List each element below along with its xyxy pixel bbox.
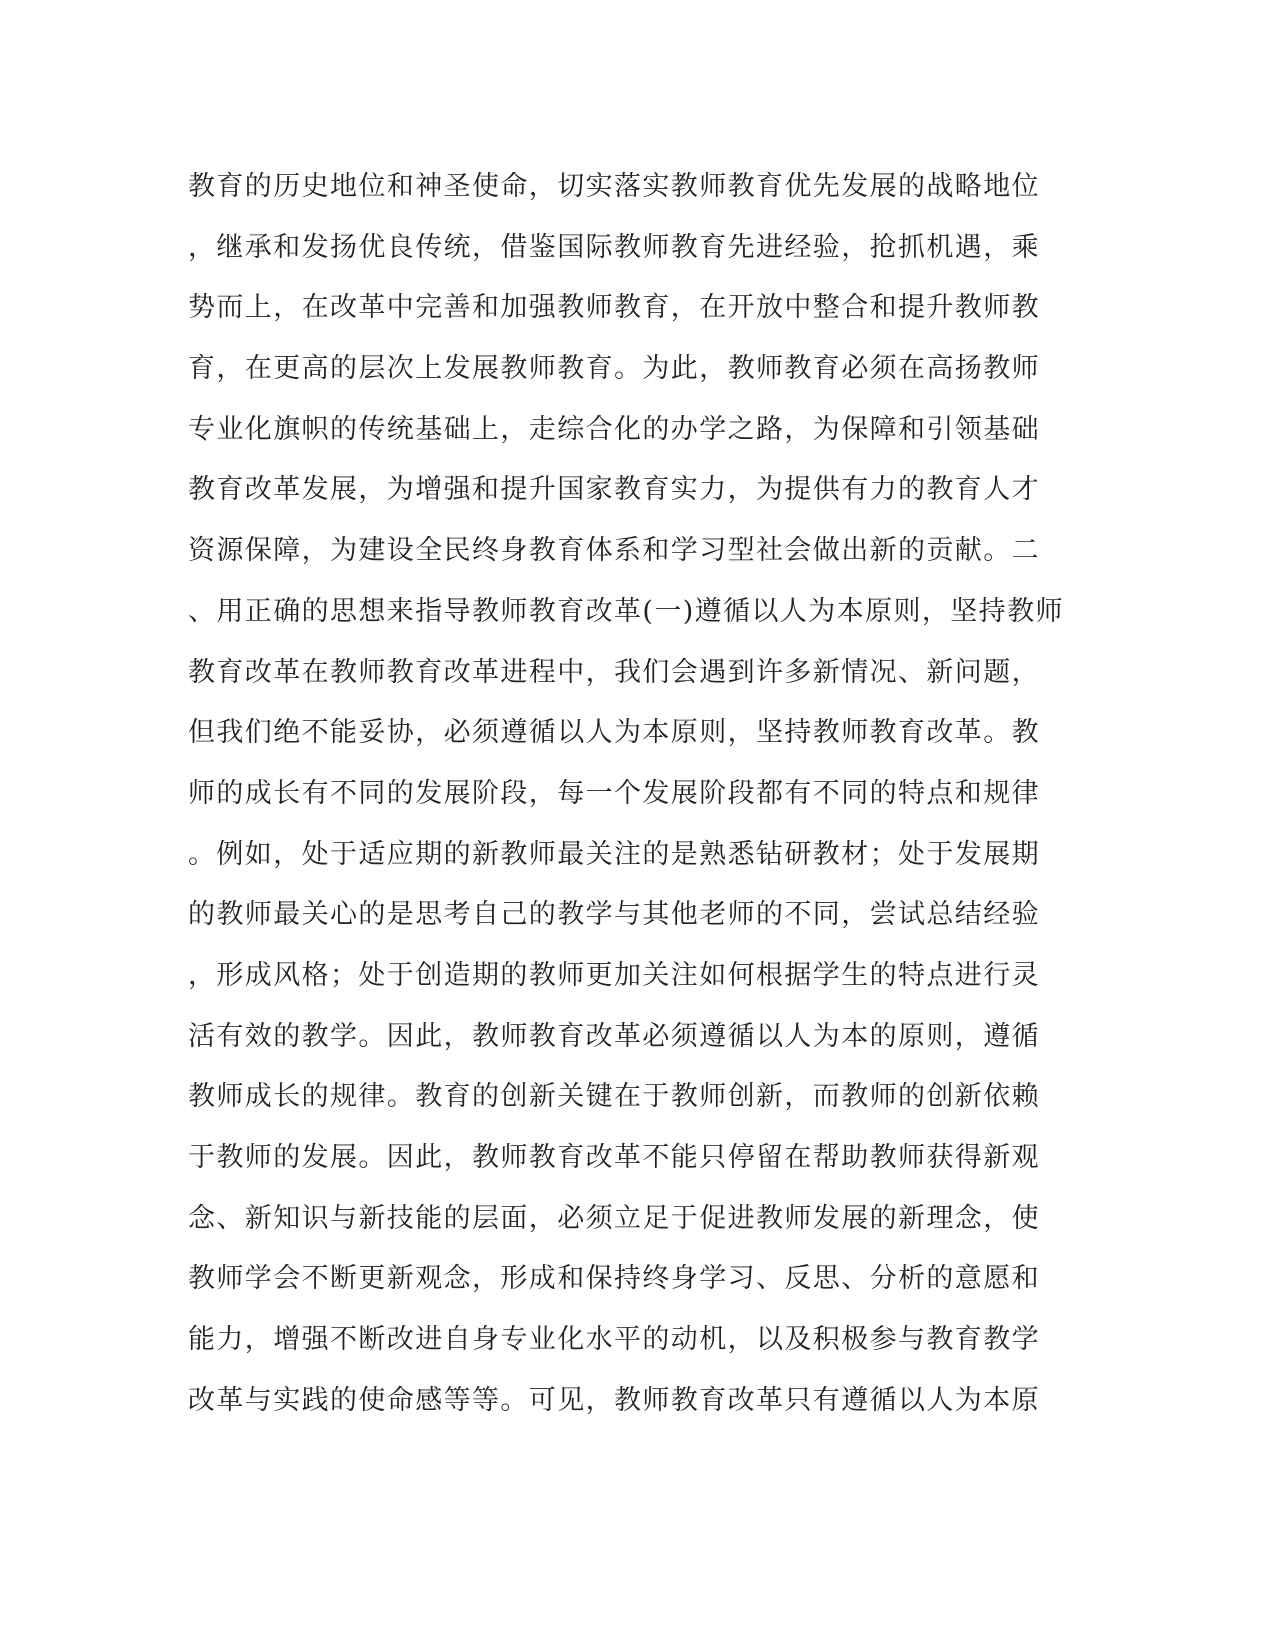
text-line: 但我们绝不能妥协，必须遵循以人为本原则，坚持教师教育改革。教: [188, 717, 1040, 749]
text-line: 活有效的教学。因此，教师教育改革必须遵循以人为本的原则，遵循: [188, 1020, 1040, 1052]
text-line: ，形成风格；处于创造期的教师更加关注如何根据学生的特点进行灵: [188, 959, 1040, 991]
body-text: [188, 164, 1088, 1438]
text-line: 、用正确的思想来指导教师教育改革(一)遵循以人为本原则，坚持教师: [188, 595, 1064, 627]
text-line: 能力，增强不断改进自身专业化水平的动机，以及积极参与教育教学: [188, 1324, 1040, 1356]
text-line: 教师成长的规律。教育的创新关键在于教师创新，而教师的创新依赖: [188, 1081, 1040, 1113]
text-line: ，继承和发扬优良传统，借鉴国际教师教育先进经验，抢抓机遇，乘: [188, 231, 1040, 263]
text-line: 教育改革发展，为增强和提升国家教育实力，为提供有力的教育人才: [188, 474, 1040, 506]
text-line: 念、新知识与新技能的层面，必须立足于促进教师发展的新理念，使: [188, 1202, 1040, 1234]
text-line: 教育的历史地位和神圣使命，切实落实教师教育优先发展的战略地位: [188, 171, 1040, 202]
text-line: 教育改革在教师教育改革进程中，我们会遇到许多新情况、新问题，: [188, 656, 1040, 688]
text-line: 教师学会不断更新观念，形成和保持终身学习、反思、分析的意愿和: [188, 1263, 1040, 1295]
text-line: 于教师的发展。因此，教师教育改革不能只停留在帮助教师获得新观: [188, 1142, 1040, 1173]
text-line: 资源保障，为建设全民终身教育体系和学习型社会做出新的贡献。二: [188, 535, 1040, 567]
text-line: 师的成长有不同的发展阶段，每一个发展阶段都有不同的特点和规律: [188, 777, 1040, 809]
text-line: 育，在更高的层次上发展教师教育。为此，教师教育必须在高扬教师: [188, 353, 1040, 385]
text-line: 的教师最关心的是思考自己的教学与其他老师的不同，尝试总结经验: [188, 899, 1040, 931]
text-line: 。例如，处于适应期的新教师最关注的是熟悉钻研教材；处于发展期: [188, 838, 1040, 870]
text-line: 改革与实践的使命感等等。可见，教师教育改革只有遵循以人为本原: [188, 1384, 1040, 1416]
text-line: 专业化旗帜的传统基础上，走综合化的办学之路，为保障和引领基础: [188, 413, 1040, 445]
text-line: 势而上，在改革中完善和加强教师教育，在开放中整合和提升教师教: [188, 292, 1040, 324]
